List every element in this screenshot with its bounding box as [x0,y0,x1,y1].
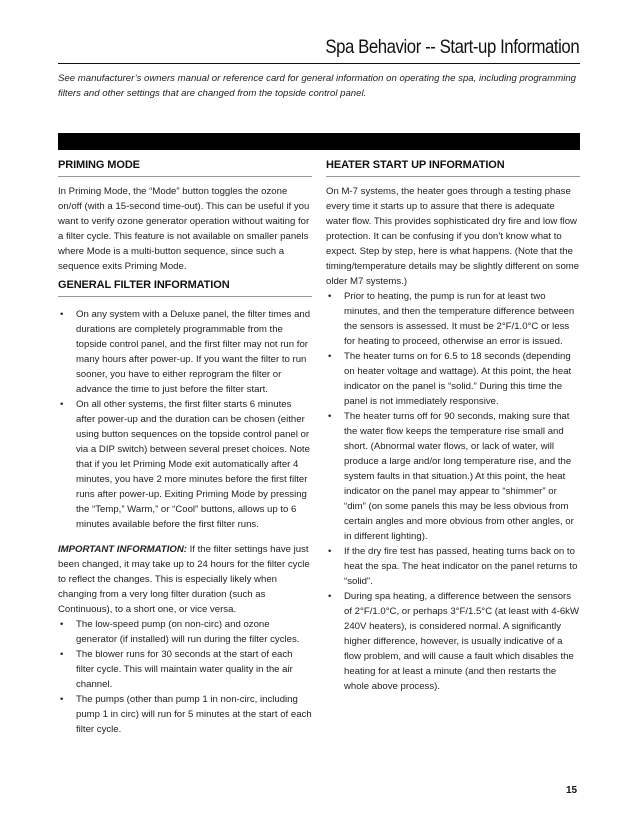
heading-divider [58,296,312,297]
bullet-icon: • [328,591,332,602]
important-info-paragraph: IMPORTANT INFORMATION: If the filter settings have just been changed, it may take up to 24 hours for the filter cycle to reflect the changes. This is especially likely when changing from a very long filter duration (such as Continuous), to a short one, or vice versa. [58,544,310,615]
list-item: • The low-speed pump (on non-circ) and ozone generator (if installed) will run during the filter cycles. [60,619,300,645]
heater-startup-list [326,289,580,694]
priming-mode-heading: PRIMING MODE [58,159,140,171]
bullet-icon: • [60,649,64,660]
page-number: 15 [566,785,578,796]
list-item: • On any system with a Deluxe panel, the filter times and durations are completely programmable from the topside control panel, and the first filter may not run for many hours after power-up. If you want the filter to run sooner, you have to either reprogram the filter or advance the time to just before the filter start. [60,309,311,395]
list-item: • On all other systems, the first filter starts 6 minutes after power-up and the duration can be chosen (either using button sequences on the topside control panel or via a DIP switch) between several preset choices. Note that if you let Priming Mode exit automatically after 4 minutes, you have 2 more minutes before the first filter runs after power-up. Exiting Priming Mode by pressing the “Temp,” Warm,” or “Cool” buttons, allows up to 6 minutes available before the first filter runs. [60,399,310,530]
heater-startup-body: On M-7 systems, the heater goes through a testing phase every time it starts up to assure that there is adequate water flow. This provides sophisticated dry fire and low flow protection. It can be confusing if you don’t know what to expect. Step by step, here is what happens. (Note that the timing/temperature details may be slightly different on some older M7 systems.) [326,186,580,287]
list-item: • The blower runs for 30 seconds at the start of each filter cycle. This will maintain water quality in the air channel. [60,649,293,690]
bullet-icon: • [60,399,64,410]
list-item: • The heater turns off for 90 seconds, making sure that the water flow keeps the temperature rise small and short. (Abnormal water flows, or lack of water, will produce a large and/or long temperature rise, and the system faults in that situation.) At this point, the heat indicator on the panel may appear to “shimmer” or “dim” (on some panels this may be less obvious from certain angles and more obvious from other angles, or in different lighting). [328,411,574,542]
section-banner-bar [58,133,580,150]
priming-mode-body: In Priming Mode, the “Mode” button toggles the ozone on/off (with a 15-second time-out). This can be useful if you want to verify ozone generator operation without waiting for a filter cycle. This feature is not available on smaller panels where Mode is a multi-button sequence, since such a sequence exits Priming Mode. [58,186,310,272]
list-item: • The pumps (other than pump 1 in non-circ, including pump 1 in circ) will run for 5 minutes at the start of each filter cycle. [60,694,312,735]
important-label: IMPORTANT INFORMATION: [58,544,187,555]
filter-info-heading: GENERAL FILTER INFORMATION [58,279,230,291]
bullet-icon: • [328,546,332,557]
left-column [58,158,312,737]
intro-note: See manufacturer’s owners manual or reference card for general information on operating the spa, including programming filters and other settings that are changed from the topside control panel. [58,73,576,99]
heater-startup-heading: HEATER START UP INFORMATION [326,159,505,171]
heading-divider [326,176,580,177]
list-item: • If the dry fire test has passed, heating turns back on to heat the spa. The heat indicator on the panel returns to “solid”. [328,546,578,587]
important-info-list [58,617,312,737]
title-divider [58,63,580,64]
bullet-icon: • [60,619,64,630]
bullet-icon: • [328,351,332,362]
list-item: • The heater turns on for 6.5 to 18 seconds (depending on heater voltage and wattage). At this point, the heat indicator on the panel is “solid.” During this time the panel is not immediately responsive. [328,351,572,407]
heading-divider [58,176,312,177]
list-item: • Prior to heating, the pump is run for at least two minutes, and then the temperature difference between the sensors is assessed. It must be 2°F/1.0°C or less for heating to proceed, otherwise an error is issued. [328,291,575,347]
page-title: Spa Behavior -- Start-up Information [325,36,579,58]
bullet-icon: • [328,411,332,422]
bullet-icon: • [328,291,332,302]
list-item: • During spa heating, a difference between the sensors of 2°F/1.0°C, or perhaps 3°F/1.5°C (at least with 4-6kW 240V heaters), is considered normal. A significantly higher difference, however, is usually indicative of a flow problem, and will cause a fault which disables the heating for at least a minute (and then restarts the whole above process). [328,591,580,692]
filter-info-list [58,307,312,532]
right-column [326,158,580,694]
bullet-icon: • [60,694,64,705]
bullet-icon: • [60,309,64,320]
